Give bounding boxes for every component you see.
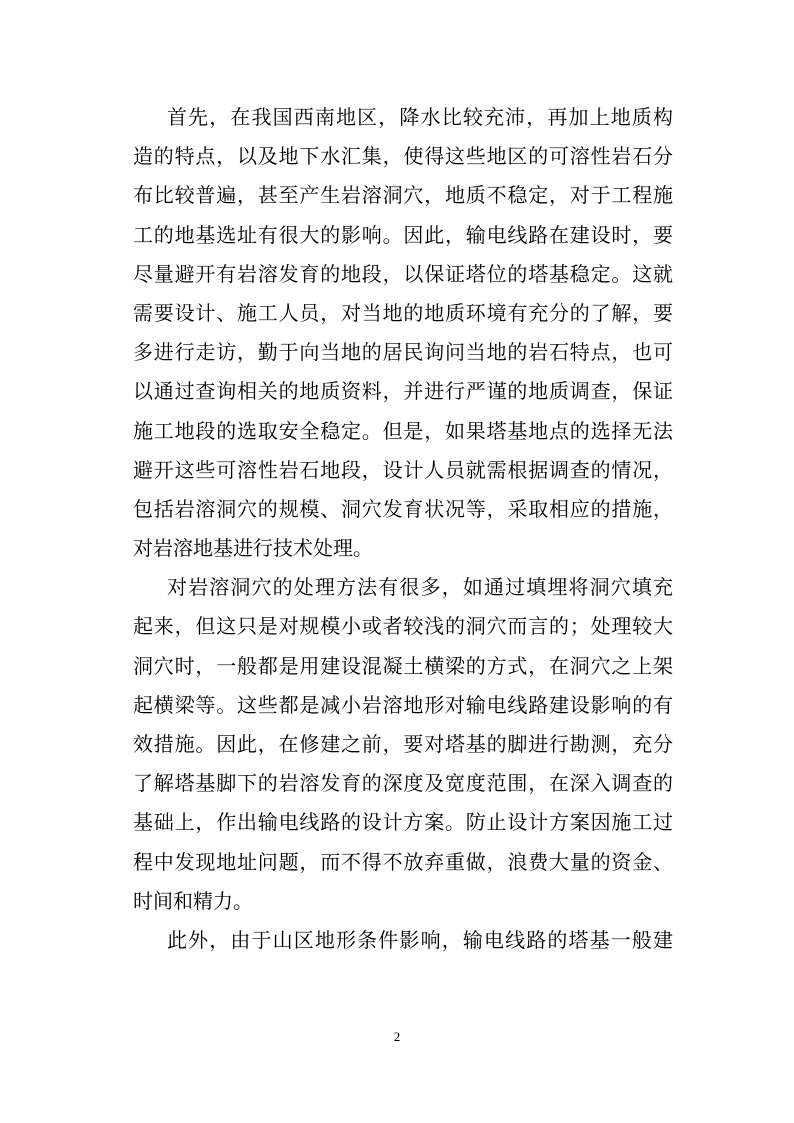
- paragraph-1: [133, 98, 673, 568]
- text-line: 多进行走访，勤于向当地的居民询问当地的岩石特点，也可: [133, 340, 673, 365]
- text-line: 程中发现地址问题，而不得不放弃重做，浪费大量的资金、: [133, 849, 673, 874]
- paragraph-3: [133, 921, 673, 960]
- text-line: 起来，但这只是对规模小或者较浅的洞穴而言的；处理较大: [133, 614, 673, 639]
- text-line: 对岩溶洞穴的处理方法有很多，如通过填埋将洞穴填充: [167, 575, 673, 600]
- paragraph-2: [133, 568, 673, 921]
- text-line: 起横梁等。这些都是减小岩溶地形对输电线路建设影响的有: [133, 692, 673, 717]
- text-line: 基础上，作出输电线路的设计方案。防止设计方案因施工过: [133, 810, 673, 835]
- document-body: [133, 98, 673, 960]
- text-line: 此外，由于山区地形条件影响，输电线路的塔基一般建: [167, 927, 673, 952]
- page-number: 2: [393, 1029, 401, 1044]
- text-line: 施工地段的选取安全稳定。但是，如果塔基地点的选择无法: [133, 418, 673, 443]
- text-line: 洞穴时，一般都是用建设混凝土横梁的方式，在洞穴之上架: [133, 653, 673, 678]
- text-line: 工的地基选址有很大的影响。因此，输电线路在建设时，要: [133, 222, 673, 247]
- text-line: 包括岩溶洞穴的规模、洞穴发育状况等，采取相应的措施，: [133, 496, 673, 521]
- text-line: 时间和精力。: [133, 888, 253, 913]
- text-line: 了解塔基脚下的岩溶发育的深度及宽度范围，在深入调查的: [133, 771, 673, 796]
- text-line: 尽量避开有岩溶发育的地段，以保证塔位的塔基稳定。这就: [133, 261, 673, 286]
- text-line: 以通过查询相关的地质资料，并进行严谨的地质调查，保证: [133, 379, 673, 404]
- text-line: 首先，在我国西南地区，降水比较充沛，再加上地质构: [167, 105, 673, 129]
- text-line: 避开这些可溶性岩石地段，设计人员就需根据调查的情况，: [133, 457, 673, 482]
- text-line: 布比较普遍，甚至产生岩溶洞穴，地质不稳定，对于工程施: [133, 183, 673, 208]
- text-line: 对岩溶地基进行技术处理。: [133, 536, 373, 561]
- text-line: 效措施。因此，在修建之前，要对塔基的脚进行勘测，充分: [133, 732, 673, 756]
- text-line: 需要设计、施工人员，对当地的地质环境有充分的了解，要: [133, 300, 673, 325]
- text-line: 造的特点，以及地下水汇集，使得这些地区的可溶性岩石分: [133, 144, 673, 169]
